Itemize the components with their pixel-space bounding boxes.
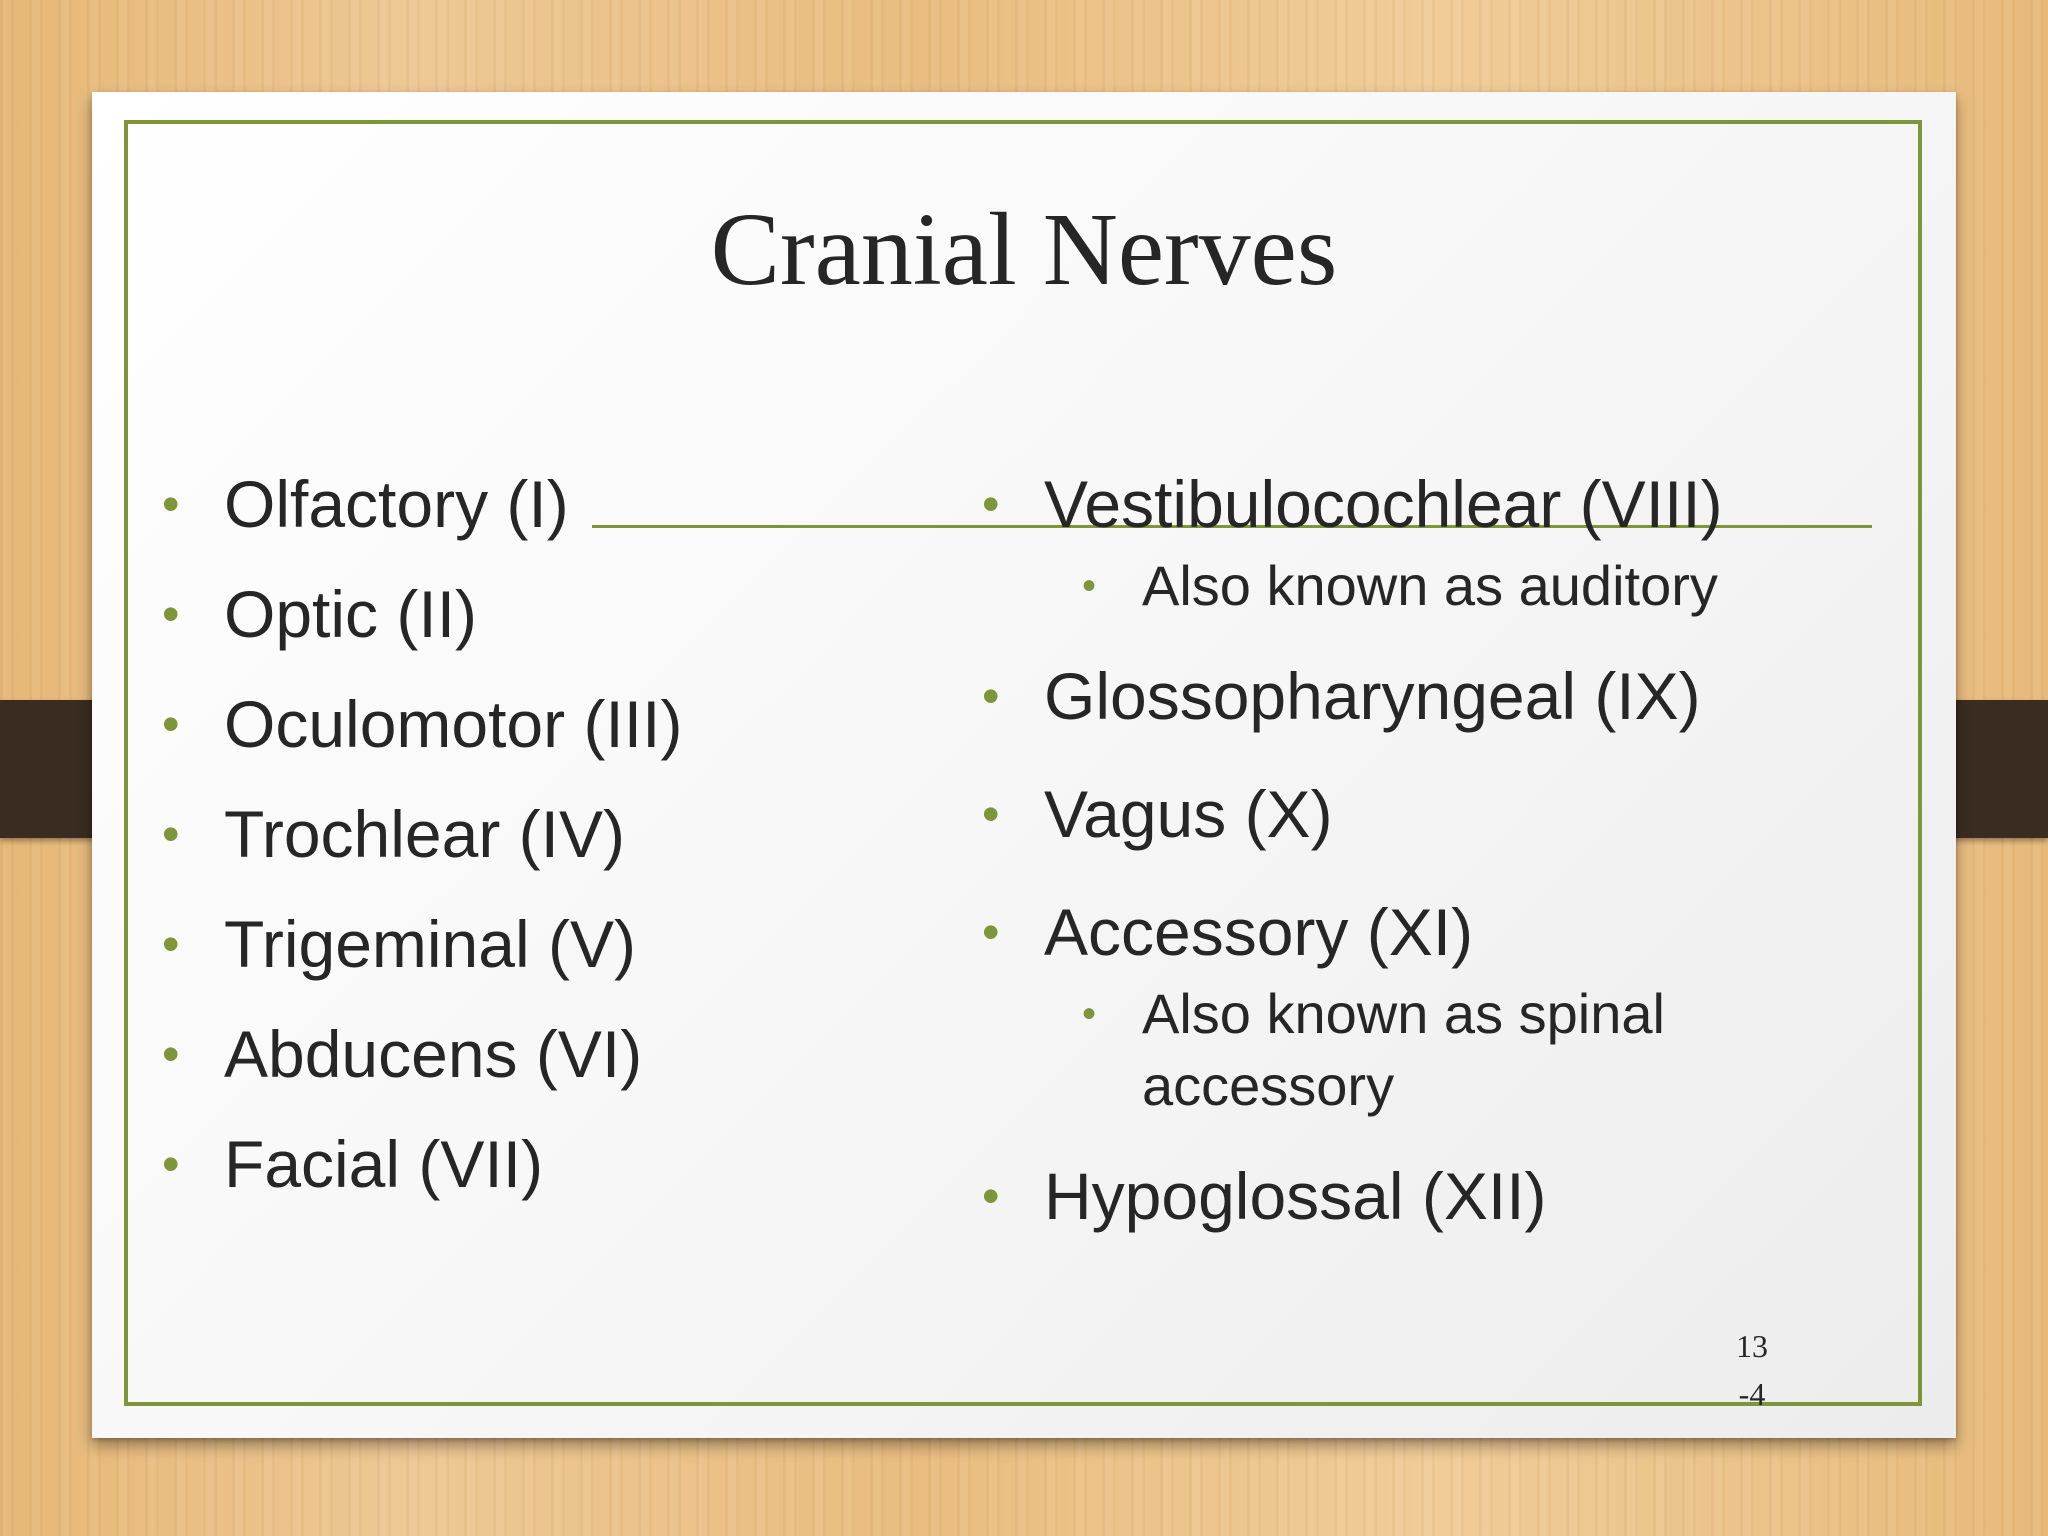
- bullet-icon: •: [982, 786, 1000, 842]
- list-item: [162, 574, 682, 654]
- sub-list-item-label: Also known as auditory: [1142, 554, 1718, 617]
- slide: [92, 92, 1956, 1438]
- bullet-icon: •: [162, 806, 180, 862]
- list-item-label: Optic (II): [224, 577, 478, 651]
- bullet-icon: •: [162, 1026, 180, 1082]
- bullet-icon: •: [162, 696, 180, 752]
- left-bullet-list: [162, 464, 682, 1234]
- list-item-label: Trochlear (IV): [224, 797, 625, 871]
- slide-number-line2: -4: [1738, 1376, 1766, 1412]
- list-item: [162, 1014, 682, 1094]
- slide-number-line1: 13: [1736, 1328, 1768, 1364]
- list-item-label: Facial (VII): [224, 1127, 544, 1201]
- list-item: [162, 794, 682, 874]
- list-item: [162, 684, 682, 764]
- bullet-icon: •: [982, 904, 1000, 960]
- list-item-label: Vagus (X): [1044, 777, 1333, 851]
- list-item: [162, 464, 682, 544]
- sub-list-item: [1082, 550, 1762, 622]
- bullet-icon: •: [982, 476, 1000, 532]
- list-item: [982, 892, 1762, 972]
- slide-title: Cranial Nerves: [710, 192, 1338, 307]
- bullet-icon: •: [162, 1136, 180, 1192]
- bullet-icon: •: [982, 1168, 1000, 1224]
- list-item: [982, 656, 1762, 736]
- list-item-label: Vestibulocochlear (VIII): [1044, 467, 1723, 541]
- list-item: [982, 774, 1762, 854]
- list-item-label: Olfactory (I): [224, 467, 569, 541]
- bullet-icon: •: [162, 586, 180, 642]
- list-item-label: Oculomotor (III): [224, 687, 683, 761]
- list-item-label: Hypoglossal (XII): [1044, 1159, 1547, 1233]
- sub-list-item: [1082, 978, 1762, 1122]
- sub-list-item-label: Also known as spinal accessory: [1142, 982, 1665, 1117]
- list-item: [982, 1156, 1762, 1236]
- bullet-icon: •: [982, 668, 1000, 724]
- list-item: [162, 904, 682, 984]
- list-item: [982, 464, 1762, 544]
- list-item-label: Accessory (XI): [1044, 895, 1474, 969]
- list-item-label: Trigeminal (V): [224, 907, 636, 981]
- slide-number: [1712, 1322, 1792, 1418]
- bullet-icon: •: [162, 916, 180, 972]
- list-item-label: Abducens (VI): [224, 1017, 643, 1091]
- bullet-icon: •: [1082, 992, 1097, 1036]
- bullet-icon: •: [162, 476, 180, 532]
- right-bullet-list: [982, 464, 1762, 1274]
- list-item: [162, 1124, 682, 1204]
- list-item-label: Glossopharyngeal (IX): [1044, 659, 1701, 733]
- bullet-icon: •: [1082, 564, 1097, 608]
